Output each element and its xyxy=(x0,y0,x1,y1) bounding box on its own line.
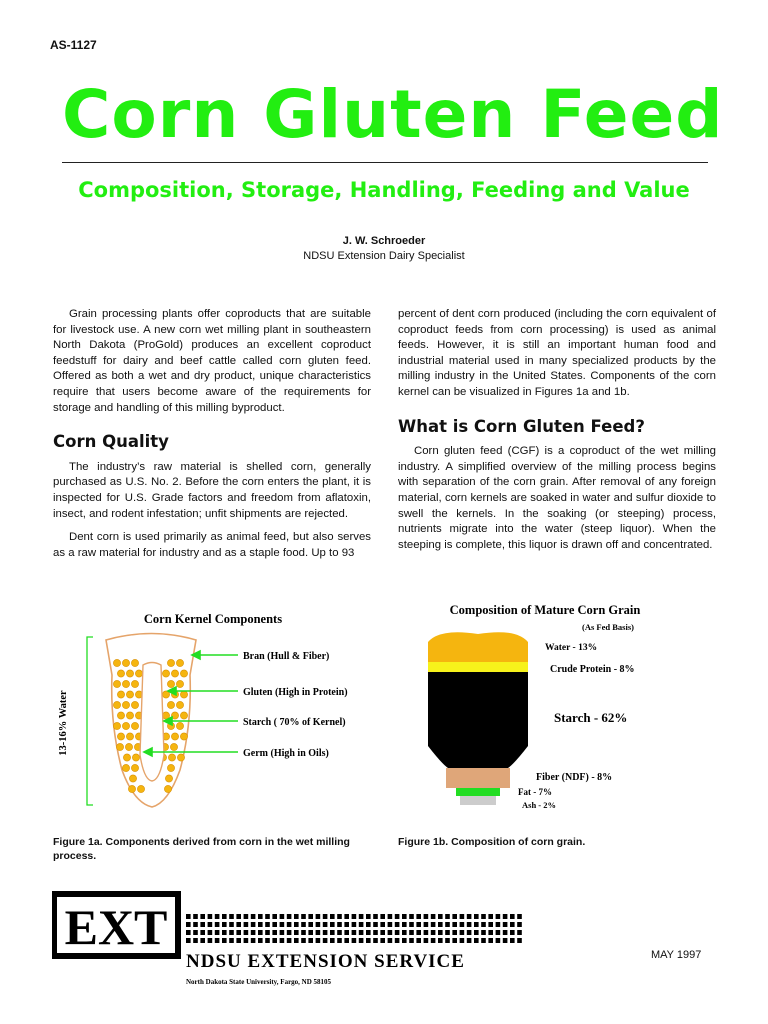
logo-dash xyxy=(474,938,479,943)
logo-dash xyxy=(244,922,249,927)
author-name: J. W. Schroeder xyxy=(342,235,426,247)
starch-granule xyxy=(116,743,123,750)
logo-dash xyxy=(395,930,400,935)
logo-dash xyxy=(244,930,249,935)
figure-1b-caption: Figure 1b. Composition of corn grain. xyxy=(398,836,586,848)
logo-dash xyxy=(416,922,421,927)
logo-dash xyxy=(366,922,371,927)
logo-dash xyxy=(366,930,371,935)
logo-dash xyxy=(503,914,508,919)
logo-dash xyxy=(208,930,213,935)
starch-granule xyxy=(113,680,120,687)
logo-dash xyxy=(186,938,191,943)
logo-dash xyxy=(294,922,299,927)
logo-dash xyxy=(193,938,198,943)
logo-dash xyxy=(373,930,378,935)
starch-granule xyxy=(177,754,184,761)
logo-dash xyxy=(517,938,522,943)
logo-dash xyxy=(294,938,299,943)
starch-granule xyxy=(135,670,142,677)
starch-granule xyxy=(126,691,133,698)
logo-dash xyxy=(481,938,486,943)
starch-granule xyxy=(126,733,133,740)
logo-dash xyxy=(445,938,450,943)
page-title: Corn Gluten Feed xyxy=(62,76,724,153)
starch-granule xyxy=(167,659,174,666)
logo-dash xyxy=(359,914,364,919)
logo-dash xyxy=(452,922,457,927)
ext-logo-mark xyxy=(54,894,178,956)
logo-dash xyxy=(452,938,457,943)
logo-dash xyxy=(272,930,277,935)
composition-label: Starch - 62% xyxy=(554,710,628,725)
logo-dash xyxy=(474,914,479,919)
figure-1b-subtitle: (As Fed Basis) xyxy=(582,622,634,632)
logo-dash xyxy=(280,930,285,935)
starch-granule xyxy=(131,701,138,708)
logo-dash xyxy=(474,922,479,927)
service-address: North Dakota State University, Fargo, ND 58105 xyxy=(186,978,332,986)
logo-dash xyxy=(280,922,285,927)
logo-dash xyxy=(352,914,357,919)
logo-dash xyxy=(272,938,277,943)
logo-dash xyxy=(344,930,349,935)
starch-granule xyxy=(176,680,183,687)
logo-dash xyxy=(251,930,256,935)
logo-dash xyxy=(359,938,364,943)
logo-dash xyxy=(445,922,450,927)
logo-dash xyxy=(323,914,328,919)
logo-dash xyxy=(330,914,335,919)
starch-granule xyxy=(171,733,178,740)
starch-granule xyxy=(132,754,139,761)
logo-dash xyxy=(395,922,400,927)
starch-granule xyxy=(176,701,183,708)
logo-dash xyxy=(294,914,299,919)
layer-5 xyxy=(460,796,496,805)
logo-dash xyxy=(265,914,270,919)
logo-dash xyxy=(344,922,349,927)
logo-dash xyxy=(380,914,385,919)
logo-dash xyxy=(517,914,522,919)
logo-dash xyxy=(359,922,364,927)
logo-dash xyxy=(431,930,436,935)
logo-dash xyxy=(323,922,328,927)
logo-dash xyxy=(186,922,191,927)
starch-granule xyxy=(180,691,187,698)
logo-dash xyxy=(503,938,508,943)
starch-granule xyxy=(167,701,174,708)
title-divider xyxy=(62,162,708,163)
logo-dash xyxy=(258,938,263,943)
logo-dash xyxy=(287,938,292,943)
logo-dash xyxy=(251,922,256,927)
logo-dash xyxy=(488,938,493,943)
logo-dash xyxy=(496,938,501,943)
logo-dash xyxy=(236,914,241,919)
logo-dash xyxy=(431,922,436,927)
logo-dash xyxy=(301,938,306,943)
logo-dash xyxy=(222,922,227,927)
logo-dash xyxy=(496,914,501,919)
composition-label: Water - 13% xyxy=(545,643,598,653)
layer-3 xyxy=(446,768,510,788)
logo-dash xyxy=(316,922,321,927)
logo-dash xyxy=(308,922,313,927)
logo-dash xyxy=(244,914,249,919)
logo-dash xyxy=(287,930,292,935)
label-starch: Starch ( 70% of Kernel) xyxy=(243,717,346,728)
logo-dash xyxy=(258,922,263,927)
logo-dash xyxy=(330,922,335,927)
logo-dash xyxy=(496,930,501,935)
logo-dash xyxy=(517,922,522,927)
logo-dash xyxy=(308,938,313,943)
logo-dash xyxy=(316,938,321,943)
starch-granule xyxy=(131,659,138,666)
logo-dash xyxy=(431,938,436,943)
logo-dash xyxy=(265,938,270,943)
page-subtitle: Composition, Storage, Handling, Feeding and Value xyxy=(78,178,690,202)
logo-dash xyxy=(352,922,357,927)
logo-dash xyxy=(222,938,227,943)
grain-composition-layers xyxy=(428,632,528,805)
logo-dash xyxy=(438,930,443,935)
logo-dash xyxy=(503,930,508,935)
logo-dash xyxy=(373,938,378,943)
logo-dash xyxy=(323,930,328,935)
logo-dash xyxy=(272,914,277,919)
logo-dash xyxy=(402,938,407,943)
logo-dash xyxy=(359,930,364,935)
layer-4 xyxy=(456,788,500,796)
logo-dash xyxy=(395,938,400,943)
logo-dash xyxy=(416,938,421,943)
starch-granule xyxy=(167,764,174,771)
logo-dash xyxy=(301,930,306,935)
layer-starch xyxy=(428,672,528,768)
logo-dash xyxy=(467,914,472,919)
logo-dash xyxy=(488,914,493,919)
starch-granule xyxy=(122,701,129,708)
starch-granule xyxy=(113,659,120,666)
logo-dash xyxy=(510,914,515,919)
composition-label: Fat - 7% xyxy=(518,787,552,797)
logo-dash xyxy=(272,922,277,927)
logo-dash xyxy=(452,914,457,919)
logo-ext-text: EXT xyxy=(64,899,168,955)
right-column xyxy=(398,307,716,561)
what-is-cgf-paragraph: Corn gluten feed (CGF) is a coproduct of the wet milling industry. A simplified overview of the milling process begins with separation of the corn grain. After removal of any foreign material, corn kernels are soaked in water and sulfur dioxide to swell the kernels. In the soaking (or steeping) process, nutrients migrate into the water (steep liquor). When the steeping is complete, this liquor is drawn off and concentrated. xyxy=(398,445,716,551)
logo-dash xyxy=(481,922,486,927)
water-side-label: 13-16% Water xyxy=(58,690,69,756)
logo-dash xyxy=(510,922,515,927)
logo-dash xyxy=(388,930,393,935)
starch-granule xyxy=(117,691,124,698)
logo-dash xyxy=(496,922,501,927)
starch-granule xyxy=(131,722,138,729)
logo-dash xyxy=(402,930,407,935)
starch-granule xyxy=(176,659,183,666)
logo-dash xyxy=(229,922,234,927)
logo-dash xyxy=(236,938,241,943)
starch-granule xyxy=(113,701,120,708)
logo-dash xyxy=(344,938,349,943)
starch-granule xyxy=(176,722,183,729)
logo-dash xyxy=(460,938,465,943)
logo-dash xyxy=(481,914,486,919)
document-id: AS-1127 xyxy=(50,38,97,52)
logo-dash xyxy=(380,922,385,927)
logo-dash xyxy=(258,914,263,919)
logo-dash xyxy=(215,930,220,935)
starch-granule xyxy=(170,743,177,750)
starch-granule xyxy=(126,670,133,677)
logo-dash xyxy=(503,922,508,927)
logo-dash xyxy=(373,914,378,919)
logo-dash xyxy=(352,930,357,935)
logo-dash xyxy=(215,914,220,919)
logo-dash xyxy=(215,922,220,927)
logo-dash xyxy=(388,922,393,927)
logo-dash xyxy=(409,938,414,943)
logo-dash xyxy=(510,930,515,935)
starch-granule xyxy=(122,680,129,687)
starch-granule xyxy=(128,785,135,792)
logo-dash xyxy=(222,914,227,919)
logo-dash xyxy=(452,930,457,935)
logo-dash xyxy=(416,930,421,935)
logo-dash xyxy=(330,930,335,935)
logo-dash xyxy=(395,914,400,919)
starch-granule xyxy=(162,670,169,677)
logo-dash xyxy=(409,922,414,927)
logo-dash xyxy=(323,938,328,943)
logo-dash xyxy=(416,914,421,919)
starch-granule xyxy=(168,754,175,761)
composition-label: Crude Protein - 8% xyxy=(550,664,635,675)
ndsu-extension-logo xyxy=(52,890,522,990)
grain-composition-labels xyxy=(518,643,635,810)
logo-dash xyxy=(208,922,213,927)
logo-dash xyxy=(193,922,198,927)
logo-dash xyxy=(380,938,385,943)
label-bran: Bran (Hull & Fiber) xyxy=(243,651,330,662)
logo-dash xyxy=(258,930,263,935)
layer-water xyxy=(428,632,528,662)
logo-dash xyxy=(467,922,472,927)
logo-dash xyxy=(265,930,270,935)
logo-dash xyxy=(287,922,292,927)
logo-dash xyxy=(424,930,429,935)
germ-shape xyxy=(140,663,164,782)
logo-dash xyxy=(265,922,270,927)
logo-dash xyxy=(280,914,285,919)
logo-dash xyxy=(251,914,256,919)
logo-dash xyxy=(467,938,472,943)
figure-1a-diagram xyxy=(50,605,380,820)
logo-dash xyxy=(467,930,472,935)
logo-dash xyxy=(474,930,479,935)
logo-dash xyxy=(236,930,241,935)
logo-dash xyxy=(388,914,393,919)
intro-paragraph: Grain processing plants offer coproducts that are suitable for livestock use. A new corn wet milling plant in southeastern North Dakota (ProGold) produces an excellent coproduct feedstuff for dairy and beef cattle called corn gluten feed. Offered as both a wet and dry product, unique characteristics require that users become aware of the requirements for storage and handling of this milling byproduct. xyxy=(53,308,371,414)
composition-label: Fiber (NDF) - 8% xyxy=(536,772,613,783)
logo-dash xyxy=(402,922,407,927)
logo-dash xyxy=(445,930,450,935)
starch-granule xyxy=(180,733,187,740)
logo-dash xyxy=(229,914,234,919)
logo-dash xyxy=(460,922,465,927)
logo-dash xyxy=(222,930,227,935)
starch-granule xyxy=(180,670,187,677)
logo-dash xyxy=(337,914,342,919)
logo-dash xyxy=(460,930,465,935)
starch-granule xyxy=(164,785,171,792)
starch-granule xyxy=(171,670,178,677)
logo-dash xyxy=(208,938,213,943)
logo-dash xyxy=(388,938,393,943)
starch-granule xyxy=(123,754,130,761)
starch-granule xyxy=(131,764,138,771)
logo-dash xyxy=(337,930,342,935)
logo-dash xyxy=(200,922,205,927)
logo-dash xyxy=(424,914,429,919)
starch-granule xyxy=(122,659,129,666)
logo-dash xyxy=(236,922,241,927)
logo-dash xyxy=(215,938,220,943)
logo-dash xyxy=(301,914,306,919)
service-name: NDSU EXTENSION SERVICE xyxy=(186,951,465,972)
logo-dash xyxy=(402,914,407,919)
figure-1b-title: Composition of Mature Corn Grain xyxy=(449,603,641,617)
logo-dash xyxy=(488,922,493,927)
starch-granule xyxy=(117,670,124,677)
figure-1a-title: Corn Kernel Components xyxy=(143,612,283,626)
logo-dash xyxy=(186,914,191,919)
logo-dash xyxy=(200,914,205,919)
logo-dash xyxy=(200,938,205,943)
logo-dash xyxy=(308,930,313,935)
logo-dash xyxy=(438,914,443,919)
starch-granule xyxy=(117,712,124,719)
starch-granule xyxy=(129,775,136,782)
logo-dash xyxy=(337,922,342,927)
logo-dash xyxy=(409,930,414,935)
logo-dash xyxy=(409,914,414,919)
logo-dash xyxy=(294,930,299,935)
figure-1b-diagram xyxy=(400,600,710,815)
logo-dash xyxy=(373,922,378,927)
logo-dash xyxy=(308,914,313,919)
logo-dash xyxy=(208,914,213,919)
logo-dash xyxy=(424,922,429,927)
starch-granule xyxy=(165,775,172,782)
starch-granule xyxy=(131,680,138,687)
logo-dash xyxy=(488,930,493,935)
continued-paragraph: percent of dent corn produced (including the corn equivalent of coproduct feeds from corn processing) is used as animal feeds. However, it is still an important human food and industrial material used in many specialized products by the milling industry in the United States. Components of the corn kernel can be visualized in Figures 1a and 1b. xyxy=(398,308,716,398)
logo-dash xyxy=(186,930,191,935)
logo-dash xyxy=(481,930,486,935)
logo-dash xyxy=(193,914,198,919)
layer-1 xyxy=(428,662,528,672)
starch-granule xyxy=(126,712,133,719)
logo-dash xyxy=(424,938,429,943)
logo-dash xyxy=(229,938,234,943)
left-column xyxy=(53,307,371,569)
publication-date: MAY 1997 xyxy=(651,949,702,961)
logo-dash xyxy=(445,914,450,919)
starch-granule xyxy=(125,743,132,750)
figure-1a-caption: Figure 1a. Components derived from corn in the wet milling process. xyxy=(53,836,350,862)
starch-granule xyxy=(117,733,124,740)
logo-dash xyxy=(517,930,522,935)
water-bracket xyxy=(87,637,93,805)
logo-dash xyxy=(337,938,342,943)
logo-dash xyxy=(352,938,357,943)
logo-dash xyxy=(316,930,321,935)
logo-dash-pattern xyxy=(186,914,522,943)
logo-dash xyxy=(280,938,285,943)
logo-dash xyxy=(344,914,349,919)
logo-dash xyxy=(200,930,205,935)
logo-dash xyxy=(316,914,321,919)
starch-granule xyxy=(122,764,129,771)
logo-dash xyxy=(287,914,292,919)
corn-quality-paragraph-1: The industry’s raw material is shelled corn, generally purchased as U.S. No. 2. Before the corn enters the plant, it is inspected for U.S. Grade factors and freedom from aflatoxin, insect, and rodent infestation; unfit shipments are rejected. xyxy=(53,460,371,520)
logo-dash xyxy=(301,922,306,927)
logo-dash xyxy=(431,914,436,919)
label-germ: Germ (High in Oils) xyxy=(243,748,329,759)
logo-dash xyxy=(438,938,443,943)
starch-granule xyxy=(180,712,187,719)
logo-dash xyxy=(330,938,335,943)
logo-dash xyxy=(251,938,256,943)
logo-dash xyxy=(380,930,385,935)
corn-quality-paragraph-2: Dent corn is used primarily as animal feed, but also serves as a raw material for industry and as a staple food. Up to 93 xyxy=(53,531,371,559)
starch-granule xyxy=(167,680,174,687)
logo-dash xyxy=(193,930,198,935)
logo-dash xyxy=(244,938,249,943)
logo-dash xyxy=(229,930,234,935)
starch-granule xyxy=(122,722,129,729)
logo-dash xyxy=(366,938,371,943)
logo-dash xyxy=(510,938,515,943)
label-gluten: Gluten (High in Protein) xyxy=(243,687,348,698)
logo-dash xyxy=(460,914,465,919)
author-role: NDSU Extension Dairy Specialist xyxy=(303,250,465,262)
composition-label: Ash - 2% xyxy=(522,800,557,810)
starch-granule xyxy=(113,722,120,729)
section-heading-corn-quality: Corn Quality xyxy=(53,432,169,452)
section-heading-what-is-cgf: What is Corn Gluten Feed? xyxy=(398,416,645,436)
logo-dash xyxy=(438,922,443,927)
starch-granule xyxy=(137,785,144,792)
logo-dash xyxy=(366,914,371,919)
